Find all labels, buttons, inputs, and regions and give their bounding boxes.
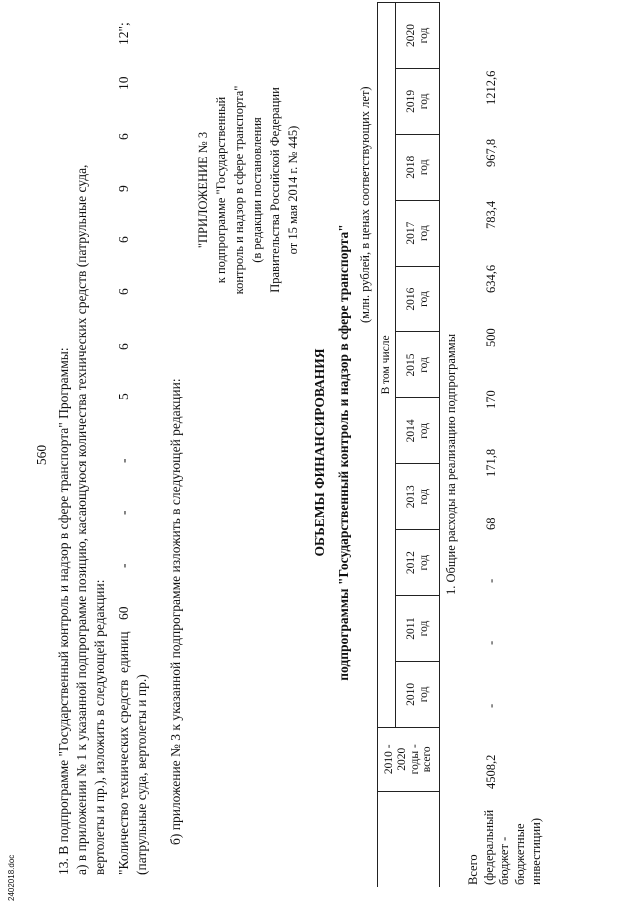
value-2012: - [484, 578, 498, 583]
appendix-line5: Правительства Российской Федерации [268, 87, 282, 293]
row-value-12: 12"; [116, 22, 131, 45]
appendix-line1: "ПРИЛОЖЕНИЕ № 3 [196, 131, 210, 249]
header-year-2017 [396, 200, 440, 266]
year-2012-label: год [417, 554, 430, 571]
row-unit: единиц [116, 631, 131, 673]
year-2016-num: 2016 [404, 287, 417, 311]
data-row-label [466, 810, 544, 885]
year-2017-num: 2017 [404, 221, 417, 245]
header-year-2011 [396, 596, 440, 662]
year-2017-label: год [417, 225, 430, 242]
row-label-l5: инвестиции) [528, 818, 543, 885]
value-total: 4508,2 [484, 754, 498, 789]
year-2014-label: год [417, 422, 430, 439]
year-2018-num: 2018 [404, 155, 417, 179]
title-subprogram: подпрограммы "Государственный контроль и надзор в сфере транспорта" [336, 224, 351, 681]
section-heading: 1. Общие расходы на реализацию подпрограммы [444, 333, 458, 595]
row-value-9: 9 [116, 185, 131, 192]
header-year-2016 [396, 266, 440, 332]
page-number: 560 [34, 444, 49, 466]
year-2016-label: год [417, 291, 430, 307]
row-label-l1: Всего [466, 854, 480, 885]
row-label-l2: (федеральный [481, 809, 496, 885]
year-2011-num: 2011 [404, 617, 417, 640]
row-value-1: 60 [116, 606, 131, 620]
paragraph-13a-line2: вертолеты и пр.), изложить в следующей редакции: [92, 579, 107, 875]
header-year-2010 [396, 661, 440, 727]
year-2019-num: 2019 [404, 89, 417, 113]
value-2017: 634,6 [484, 264, 498, 293]
year-2020-num: 2020 [404, 23, 417, 47]
row-value-2: - [116, 563, 131, 568]
value-2010: - [484, 703, 498, 708]
row-value-11: 10 [116, 76, 131, 90]
value-2018: 783,4 [484, 200, 498, 229]
year-2010-label: год [417, 686, 430, 703]
row-label-l4: бюджетные [512, 823, 527, 885]
appendix-line2: к подпрограмме "Государственный [214, 96, 228, 284]
year-2020-label: год [417, 27, 430, 44]
footer-doc-code: 2402018.doc [7, 854, 16, 901]
row-label-line1: "Количество технических средств [116, 679, 131, 875]
appendix-line4: (в редакции постановления [250, 117, 264, 263]
header-total-l4: всего [421, 746, 434, 773]
year-2018-label: год [417, 159, 430, 176]
header-total-l1: 2010 - [383, 744, 396, 775]
year-2014-num: 2014 [404, 419, 417, 443]
header-total-l2: 2020 [395, 747, 408, 771]
header-empty [378, 791, 440, 887]
header-year-2013 [396, 464, 440, 530]
header-in-that-number: В том числе [378, 3, 396, 728]
row-value-8: 6 [116, 236, 131, 243]
year-2010-num: 2010 [404, 682, 417, 706]
row-value-3: - [116, 510, 131, 515]
row-label-line2: (патрульные суда, вертолеты и пр.) [134, 674, 149, 875]
row-value-4: - [116, 458, 131, 463]
year-2011-label: год [417, 620, 430, 637]
financing-table [377, 2, 440, 887]
value-2016: 500 [484, 328, 498, 347]
appendix-line6: от 15 мая 2014 г. № 445) [286, 125, 300, 255]
row-value-7: 6 [116, 288, 131, 295]
header-total [378, 727, 440, 791]
value-2011: - [484, 640, 498, 645]
header-year-2012 [396, 530, 440, 596]
header-year-2019 [396, 68, 440, 134]
year-2015-label: год [417, 357, 430, 373]
title-volumes: ОБЪЕМЫ ФИНАНСИРОВАНИЯ [312, 348, 327, 557]
row-value-5: 5 [116, 393, 131, 400]
year-2013-num: 2013 [404, 485, 417, 509]
value-2019: 967,8 [484, 138, 498, 167]
year-2013-label: год [417, 488, 430, 505]
year-2019-label: год [417, 93, 430, 110]
row-label-l3: бюджет - [497, 836, 512, 885]
value-2020: 1212,6 [484, 70, 498, 105]
value-2013: 68 [484, 517, 498, 530]
paragraph-13b: б) приложение № 3 к указанной подпрограмме изложить в следующей редакции: [168, 378, 183, 845]
header-year-2018 [396, 134, 440, 200]
row-value-6: 6 [116, 343, 131, 350]
header-total-l3: годы - [408, 744, 421, 775]
year-2012-num: 2012 [404, 551, 417, 575]
appendix-line3: контроль и надзор в сфере транспорта" [232, 85, 246, 295]
year-2015-num: 2015 [404, 353, 417, 377]
value-2014: 171,8 [484, 448, 498, 477]
header-year-2014 [396, 398, 440, 464]
paragraph-13a-line1: а) в приложении № 1 к указанной подпрограмме позицию, касающуюся количества технических средств (патрульные суда, [74, 164, 89, 875]
paragraph-13: 13. В подпрограмме "Государственный контроль и надзор в сфере транспорта" Программы: [56, 347, 71, 875]
value-2015: 170 [484, 390, 498, 409]
header-year-2015 [396, 332, 440, 398]
units-note: (млн. рублей, в ценах соответствующих лет) [358, 86, 372, 323]
header-year-2020 [396, 3, 440, 69]
row-value-10: 6 [116, 133, 131, 140]
